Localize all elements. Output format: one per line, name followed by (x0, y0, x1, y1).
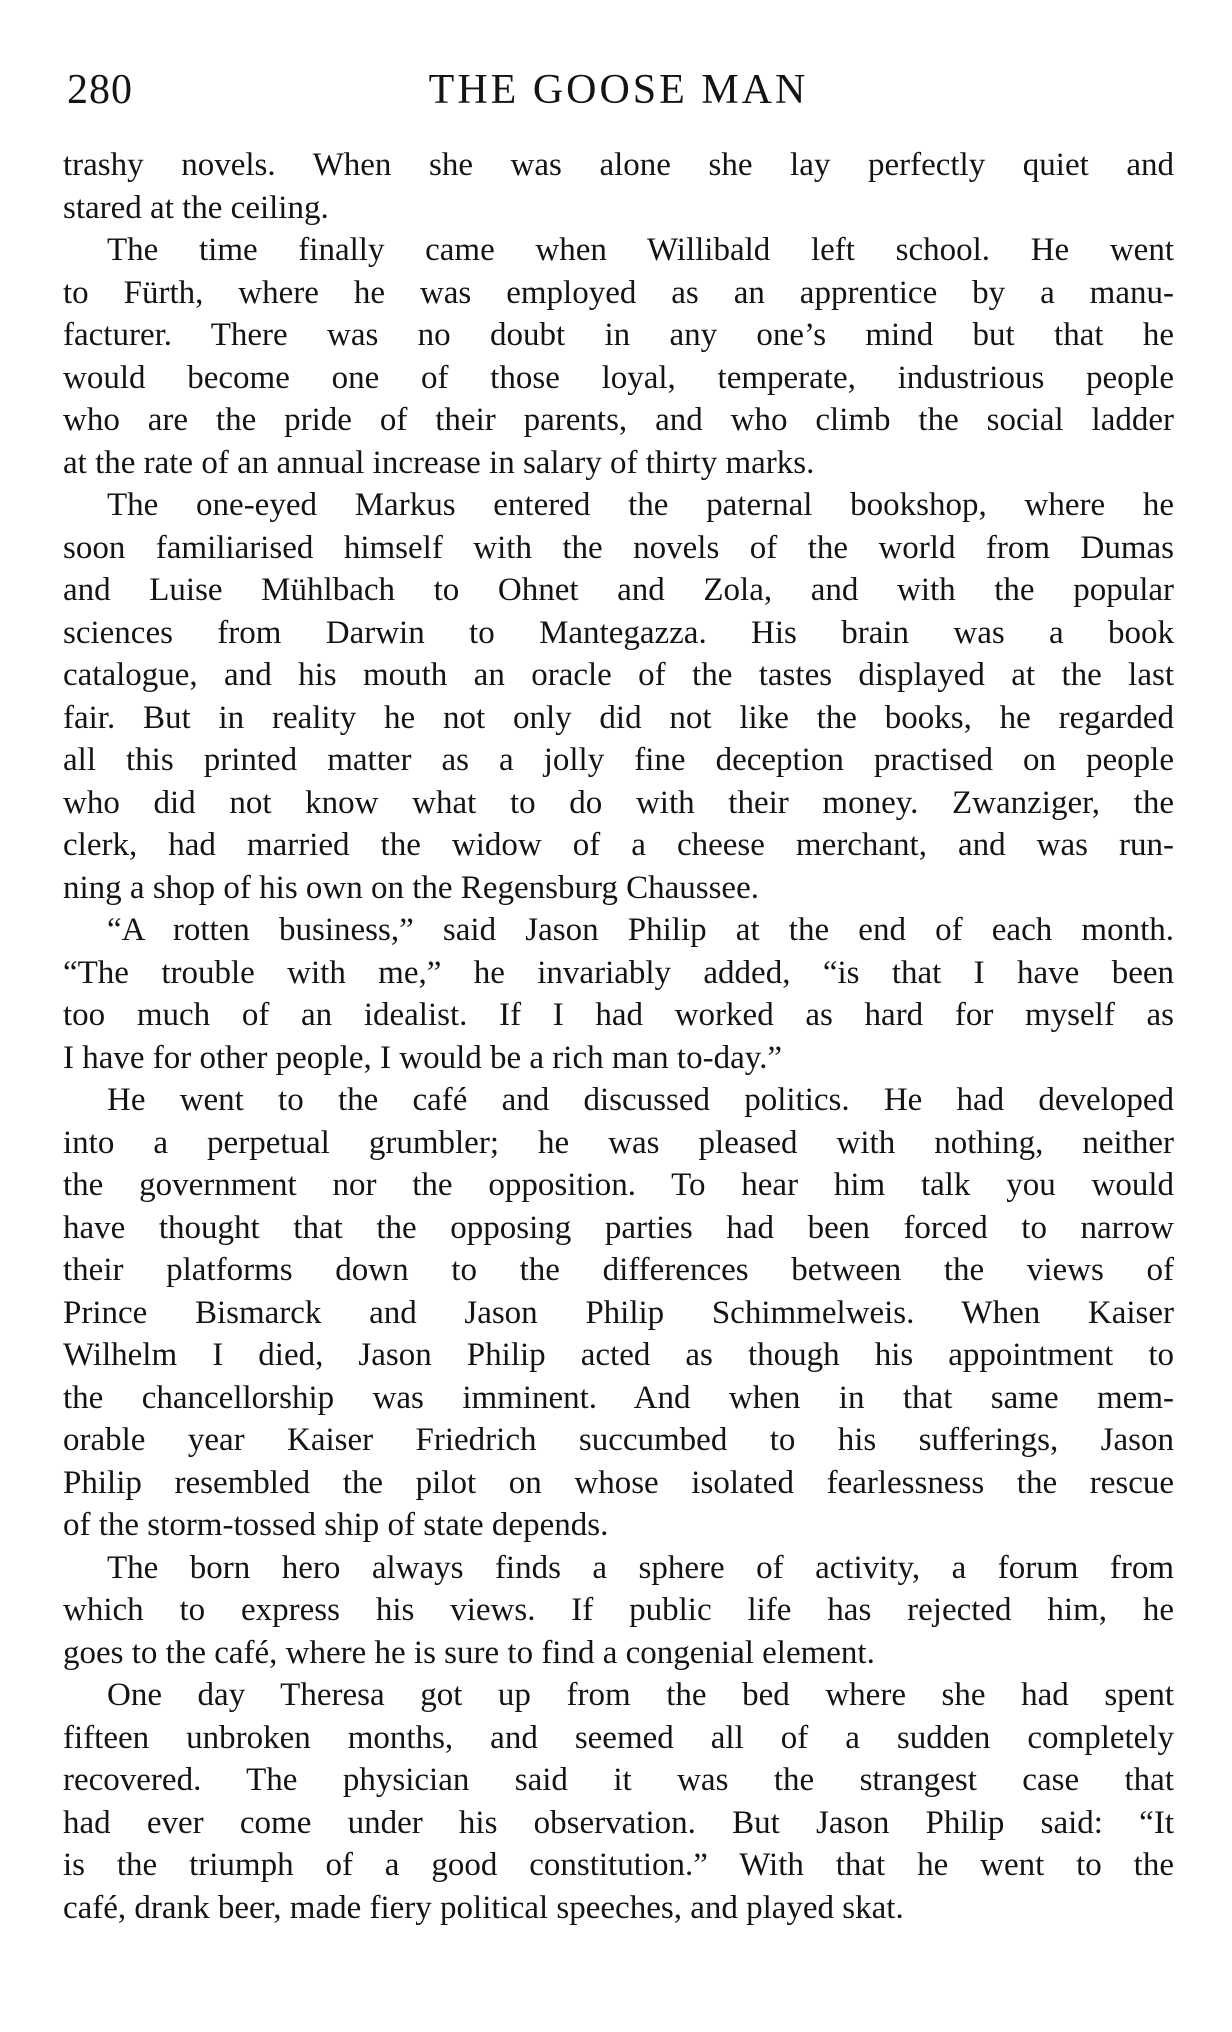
text-line: He went to the café and discussed politics. He had developed (107, 1082, 1174, 1118)
text-line: recovered. The physician said it was the strangest case that (63, 1762, 1174, 1798)
text-line: the chancellorship was imminent. And when in that same mem- (63, 1379, 1174, 1416)
body-text (63, 144, 1174, 1929)
text-line: One day Theresa got up from the bed where she had spent (107, 1677, 1174, 1713)
text-line: is the triumph of a good constitution.” With that he went to the (63, 1847, 1174, 1883)
text-line: facturer. There was no doubt in any one’s mind but that he (63, 317, 1174, 353)
text-line: who did not know what to do with their money. Zwanziger, the (63, 784, 1174, 821)
text-line: goes to the café, where he is sure to find a congenial element. (63, 1634, 875, 1671)
text-line: “A rotten business,” said Jason Philip at the end of each month. (107, 912, 1174, 948)
text-line: The one-eyed Markus entered the paternal bookshop, where he (107, 487, 1174, 523)
text-line: fifteen unbroken months, and seemed all of a sudden completely (63, 1719, 1174, 1756)
text-line: at the rate of an annual increase in salary of thirty marks. (63, 444, 815, 481)
text-line: ning a shop of his own on the Regensburg Chaussee. (63, 869, 759, 906)
text-line: clerk, had married the widow of a cheese merchant, and was run- (63, 827, 1174, 863)
text-line: to Fürth, where he was employed as an apprentice by a manu- (63, 274, 1174, 311)
text-line: which to express his views. If public life has rejected him, he (63, 1592, 1174, 1628)
text-line: all this printed matter as a jolly fine deception practised on people (63, 742, 1174, 778)
text-line: soon familiarised himself with the novels of the world from Dumas (63, 529, 1174, 566)
page-number: 280 (67, 67, 133, 113)
book-page (63, 60, 1174, 1926)
text-line: would become one of those loyal, temperate, industrious people (63, 359, 1174, 396)
text-line: The born hero always finds a sphere of activity, a forum from (107, 1549, 1174, 1586)
text-line: catalogue, and his mouth an oracle of the tastes displayed at the last (63, 657, 1174, 693)
text-line: trashy novels. When she was alone she lay perfectly quiet and (63, 147, 1174, 183)
text-line: too much of an idealist. If I had worked as hard for myself as (63, 997, 1174, 1033)
text-line: and Luise Mühlbach to Ohnet and Zola, and with the popular (63, 572, 1174, 608)
text-line: their platforms down to the differences between the views of (63, 1252, 1174, 1288)
text-line: orable year Kaiser Friedrich succumbed to his sufferings, Jason (63, 1422, 1174, 1458)
text-line: I have for other people, I would be a rich man to-day.” (63, 1039, 782, 1076)
running-title: THE GOOSE MAN (428, 67, 809, 113)
text-line: into a perpetual grumbler; he was pleased with nothing, neither (63, 1124, 1174, 1161)
page-header (63, 60, 1174, 130)
text-line: have thought that the opposing parties had been forced to narrow (63, 1209, 1174, 1246)
text-line: The time finally came when Willibald left school. He went (107, 232, 1174, 268)
text-line: Wilhelm I died, Jason Philip acted as though his appointment to (63, 1337, 1174, 1373)
text-line: “The trouble with me,” he invariably added, “is that I have been (63, 954, 1174, 991)
text-line: who are the pride of their parents, and who climb the social ladder (63, 402, 1174, 438)
text-line: of the storm-tossed ship of state depends. (63, 1507, 609, 1543)
text-line: Philip resembled the pilot on whose isolated fearlessness the rescue (63, 1464, 1174, 1501)
text-line: café, drank beer, made fiery political speeches, and played skat. (63, 1889, 904, 1926)
text-line: the government nor the opposition. To hear him talk you would (63, 1167, 1174, 1203)
text-line: sciences from Darwin to Mantegazza. His brain was a book (63, 614, 1174, 651)
text-line: Prince Bismarck and Jason Philip Schimmelweis. When Kaiser (63, 1294, 1174, 1331)
text-line: fair. But in reality he not only did not like the books, he regarded (63, 699, 1174, 736)
text-line: had ever come under his observation. But Jason Philip said: “It (63, 1804, 1174, 1841)
text-line: stared at the ceiling. (63, 189, 329, 226)
